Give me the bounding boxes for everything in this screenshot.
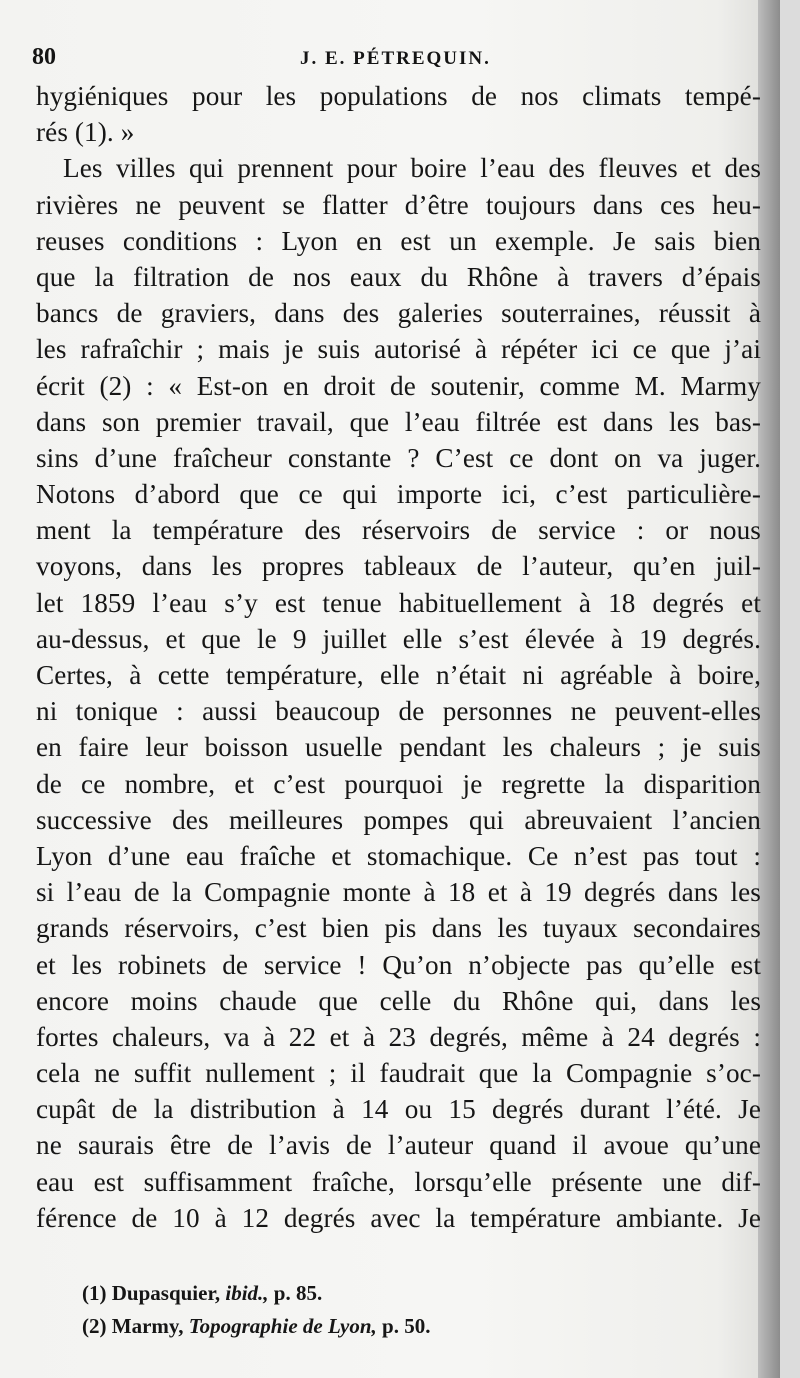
running-head: J. E. PÉTREQUIN. [300, 48, 491, 69]
footnotes [82, 1277, 430, 1343]
text-line: Les villes qui prennent pour boire l’eau des fleuves et des [63, 153, 761, 184]
footnote-mark: (1) [82, 1281, 107, 1305]
text-line: fortes chaleurs, va à 22 et à 23 degrés, même à 24 degrés : [36, 1021, 761, 1052]
text-line: cela ne suffit nullement ; il faudrait que la Compagnie s’oc- [36, 1058, 761, 1089]
text-line: Certes, à cette température, elle n’était ni agréable à boire, [36, 660, 761, 690]
page-edge-shadow [758, 0, 780, 1378]
text-line: au-dessus, et que le 9 juillet elle s’est élevée à 19 degrés. [36, 623, 761, 654]
text-line: si l’eau de la Compagnie monte à 18 et à 19 degrés dans les [36, 877, 761, 908]
text-line: ne saurais être de l’avis de l’auteur quand il avoue qu’une [36, 1130, 761, 1161]
text-line: de ce nombre, et c’est pourquoi je regrette la disparition [36, 768, 761, 799]
text-line: let 1859 l’eau s’y est tenue habituellement à 18 degrés et [36, 587, 761, 618]
text-line: ni tonique : aussi beaucoup de personnes ne peuvent-elles [36, 696, 761, 727]
footnote-author: Dupasquier, [111, 1281, 221, 1305]
text-line: reuses conditions : Lyon en est un exemple. Je sais bien [36, 225, 761, 256]
footnote-mark: (2) [82, 1314, 107, 1338]
text-line: cupât de la distribution à 14 ou 15 degrés durant l’été. Je [36, 1094, 761, 1125]
footnote-1 [82, 1277, 430, 1310]
text-line: eau est suffisamment fraîche, lorsqu’elle présente une dif- [36, 1166, 761, 1197]
page-header [32, 44, 752, 78]
text-line: grands réservoirs, c’est bien pis dans les tuyaux secondaires [36, 913, 761, 944]
footnote-reference: ibid., [225, 1281, 269, 1305]
text-line: ment la température des réservoirs de service : or nous [36, 515, 761, 546]
footnote-page: p. 85. [273, 1281, 323, 1305]
footnote-page: p. 50. [382, 1314, 431, 1338]
text-line: successive des meilleures pompes qui abreuvaient l’ancien [36, 804, 761, 835]
body-text [36, 78, 761, 1236]
text-line: et les robinets de service ! Qu’on n’objecte pas qu’elle est [36, 949, 761, 980]
text-line: encore moins chaude que celle du Rhône qui, dans les [36, 985, 761, 1016]
text-line: Notons d’abord que ce qui importe ici, c’est particulière- [36, 479, 761, 510]
text-line: bancs de graviers, dans des galeries souterraines, réussit à [36, 298, 761, 329]
text-line: sins d’une fraîcheur constante ? C’est ce dont on va juger. [36, 442, 761, 473]
text-line: Lyon d’une eau fraîche et stomachique. Ce n’est pas tout : [36, 840, 761, 871]
text-line: rivières ne peuvent se flatter d’être toujours dans ces heu- [36, 189, 761, 220]
text-line: en faire leur boisson usuelle pendant les chaleurs ; je suis [36, 732, 761, 763]
footnote-2 [82, 1310, 430, 1343]
text-line: rés (1). » [36, 117, 135, 148]
text-line: écrit (2) : « Est-on en droit de soutenir, comme M. Marmy [36, 370, 761, 401]
text-line: voyons, dans les propres tableaux de l’auteur, qu’en juil- [36, 551, 761, 582]
text-line: dans son premier travail, que l’eau filtrée est dans les bas- [36, 406, 761, 437]
text-line: les rafraîchir ; mais je suis autorisé à répéter ici ce que j’ai [36, 334, 761, 365]
text-line: hygiéniques pour les populations de nos climats tempé- [36, 81, 761, 111]
page-number: 80 [32, 44, 56, 70]
text-line: férence de 10 à 12 degrés avec la température ambiante. Je [36, 1202, 761, 1233]
footnote-author: Marmy, [111, 1314, 184, 1338]
footnote-reference: Topographie de Lyon, [188, 1314, 377, 1338]
text-line: que la filtration de nos eaux du Rhône à travers d’épais [36, 261, 761, 292]
